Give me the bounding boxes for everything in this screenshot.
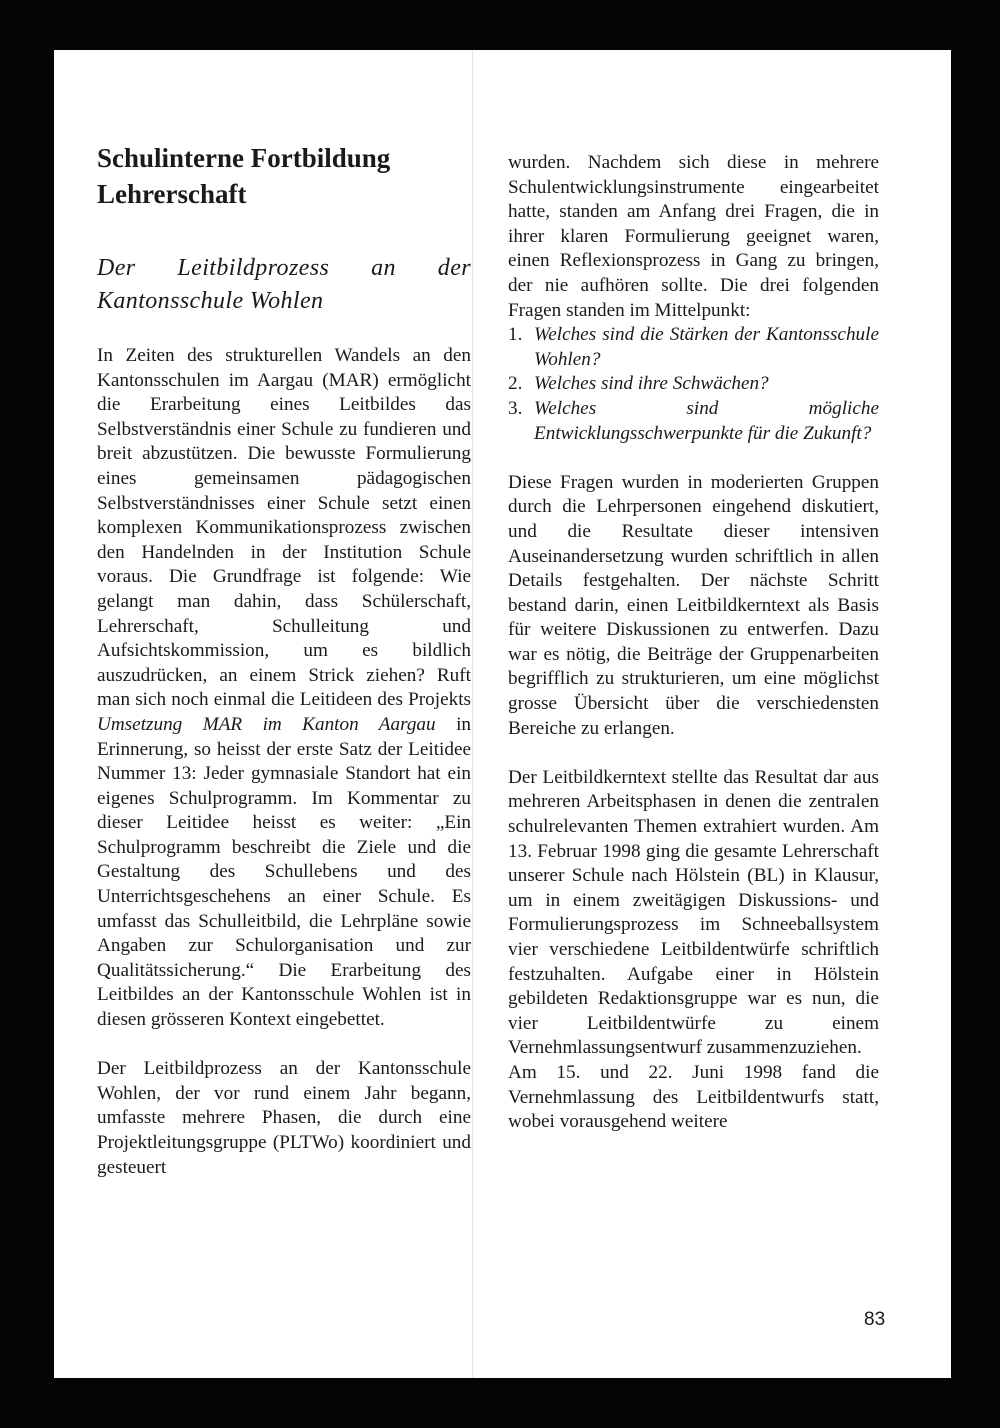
list-item	[508, 397, 879, 446]
article-title: Schulinterne Fortbildung Lehrerschaft	[97, 143, 391, 209]
paragraph-discussion: Diese Fragen wurden in moderierten Gruppen durch die Lehrpersonen eingehend diskutiert, und die Resultate dieser intensiven Auseinandersetzung wurden schriftlich in allen Details festgehalten. Der nächste Schritt bestand darin, einen Leitbildkerntext als Basis für weitere Diskussionen zu entwerfen. Dazu war es nötig, die Beiträge der Gruppenarbeiten begrifflich zu strukturieren, um eine möglichst grosse Übersicht über die verschiedensten Bereiche zu erlangen.	[508, 471, 879, 739]
paragraph-kerntext: Der Leitbildkerntext stellte das Resultat dar aus mehreren Arbeitsphasen in denen die zentralen schulrelevanten Themen extrahiert wurden. Am 13. Februar 1998 ging die gesamte Lehrerschaft unserer Schule nach Hölstein (BL) in Klausur, um in einem zweitägigen Diskussions- und Formulierungsprozess im Schneeballsystem vier verschiedene Leitbildentwürfe schriftlich festzuhalten. Aufgabe einer in Hölstein gebildeten Redaktionsgruppe war es nun, die vier Leitbildentwürfe zu einem Vernehmlassungsentwurf zusammenzuziehen.	[508, 766, 879, 1059]
paragraph-vernehmlassung: Am 15. und 22. Juni 1998 fand die Vernehmlassung des Leitbildentwurfs statt, wobei vorausgehend weitere	[508, 1061, 879, 1133]
list-number: 1.	[508, 324, 523, 346]
project-name-italic: Umsetzung MAR im Kanton Aargau	[97, 713, 436, 735]
list-item	[508, 323, 879, 372]
document-page	[54, 50, 951, 1378]
question-text: Welches sind ihre Schwächen?	[534, 373, 769, 395]
paragraph-process: Der Leitbildprozess an der Kantonsschule Wohlen, der vor rund einem Jahr begann, umfasste mehrere Phasen, die durch eine Projektleitungsgruppe (PLTWo) koordiniert und gesteuert	[97, 1058, 471, 1178]
article-subtitle: Der Leitbildprozess an der Kantonsschule Wohlen	[97, 255, 471, 314]
left-column	[97, 140, 471, 1180]
list-item	[508, 372, 879, 397]
question-text: Welches sind die Stärken der Kantonsschule Wohlen?	[534, 324, 879, 370]
paragraph-text: in Erinnerung, so heisst der erste Satz der Leitidee Nummer 13: Jeder gymnasiale Standort hat ein eigenes Schulprogramm. Im Kommentar zu dieser Leitidee heisst es weiter: „Ein Schulprogramm beschreibt die Ziele und die Gestaltung des Schullebens und des Unterrichtsgeschehens an einer Schule. Es umfasst das Schulleitbild, die Lehrpläne sowie Angaben zur Schulorganisation und zur Qualitätssicherung.“ Die Erarbeitung des Leitbildes an der Kantonsschule Wohlen ist in diesen grösseren Kontext eingebettet.	[97, 713, 471, 1031]
right-column	[508, 151, 879, 1135]
page-fold-line	[472, 50, 473, 1378]
list-number: 3.	[508, 397, 523, 419]
list-number: 2.	[508, 373, 523, 395]
questions-list	[508, 323, 879, 446]
page-number: 83	[864, 1309, 886, 1330]
paragraph-text: In Zeiten des strukturellen Wandels an den Kantonsschulen im Aargau (MAR) ermöglicht die Erarbeitung eines Leitbildes das Selbstverständnis einer Schule zu fundieren und breit abzustützen. Die bewusste Formulierung eines gemeinsamen pädagogischen Selbstverständnisses einer Schule setzt einen komplexen Kommunikationsprozess zwischen den Handelnden in der Institution Schule voraus. Die Grundfrage ist folgende: Wie gelangt man dahin, dass Schülerschaft, Lehrerschaft, Schulleitung und Aufsichtskommission, um es bildlich auszudrücken, an einem Strick ziehen? Ruft man sich noch einmal die Leitideen des Projekts	[97, 345, 471, 711]
paragraph-intro	[97, 344, 471, 1033]
paragraph-continued: wurden. Nachdem sich diese in mehrere Schulentwicklungsinstrumente eingearbeitet hatte, standen am Anfang drei Fragen, die in ihrer klaren Formulierung geeignet waren, einen Reflexionsprozess in Gang zu bringen, der nie aufhören sollte. Die drei folgenden Fragen standen im Mittelpunkt:	[508, 152, 879, 321]
question-text: Welches sind mögliche Entwicklungsschwerpunkte für die Zukunft?	[534, 397, 879, 444]
